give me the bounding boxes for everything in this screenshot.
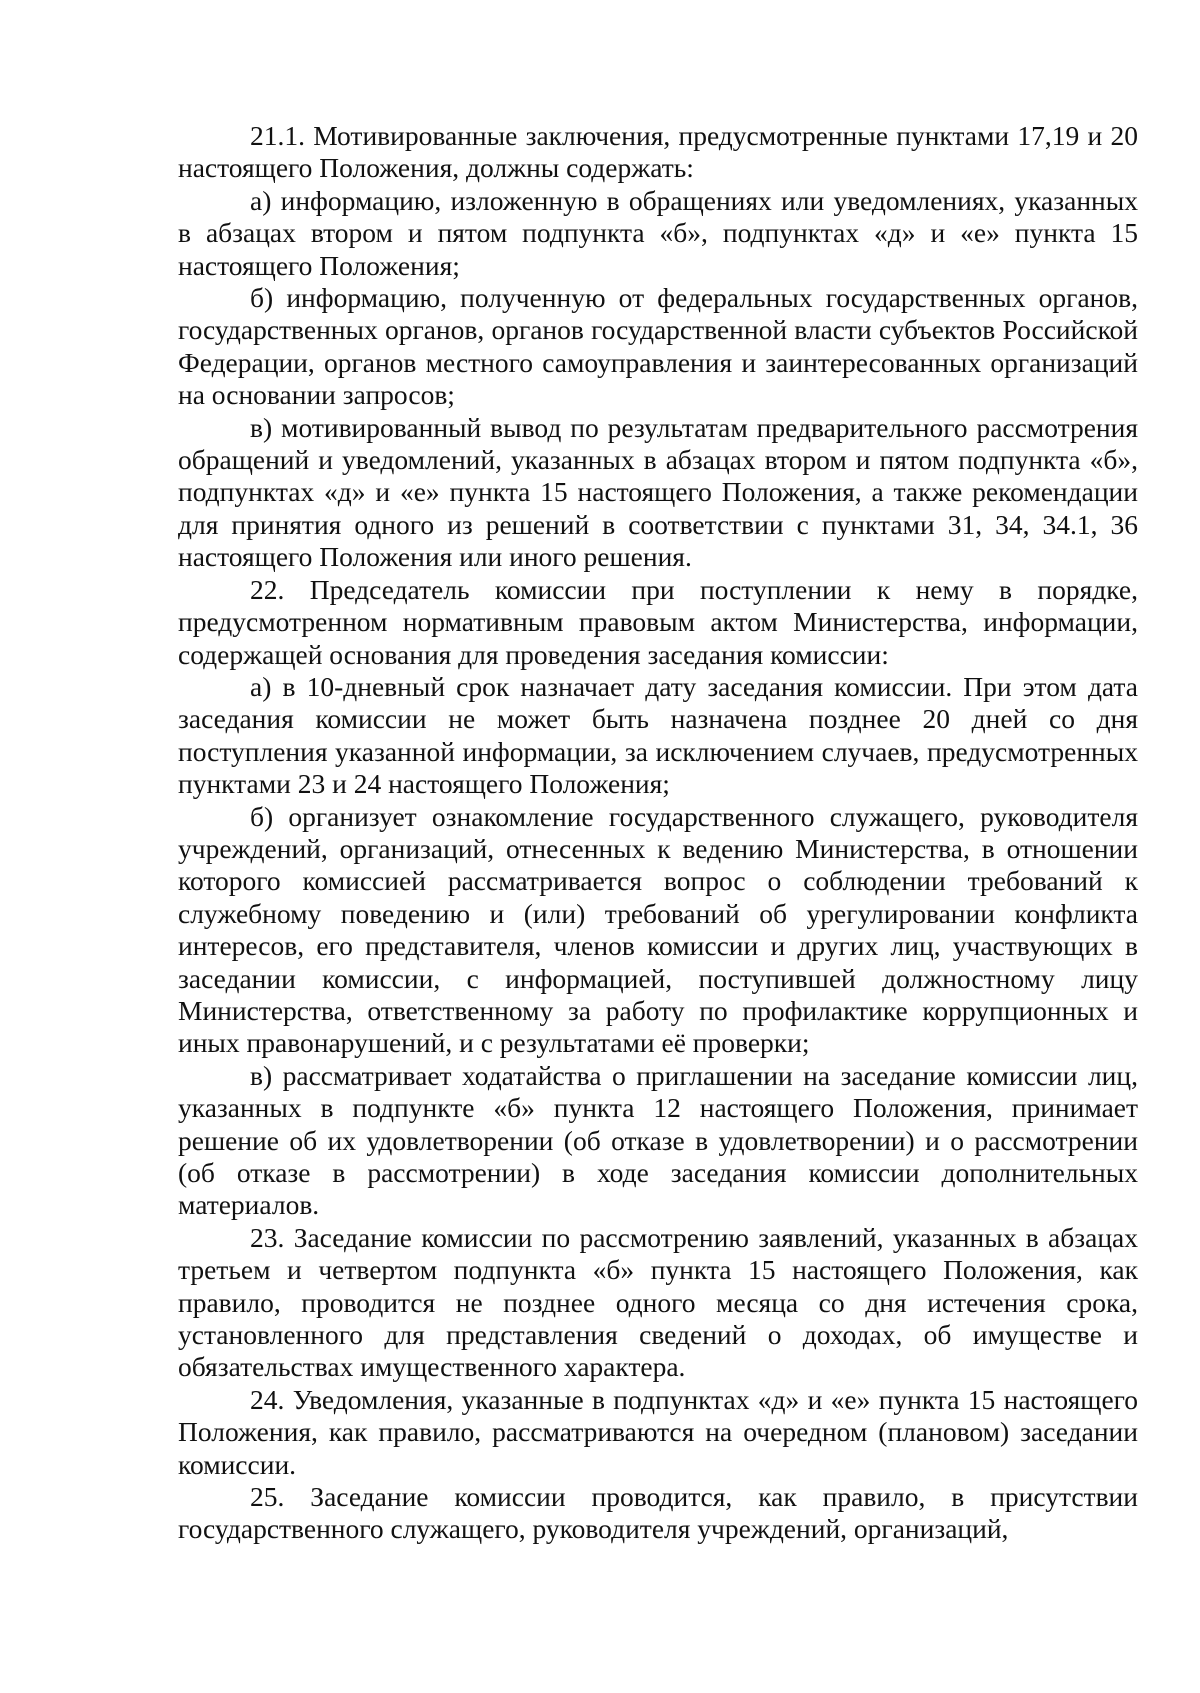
document-page bbox=[178, 120, 1138, 1546]
paragraph-21-1: 21.1. Мотивированные заключения, предусмотренные пунктами 17,19 и 20 настоящего Положения, должны содержать: bbox=[178, 120, 1138, 184]
paragraph-22-b: б) организует ознакомление государственного служащего, руководителя учреждений, организаций, отнесенных к ведению Министерства, в отношении которого комиссией рассматривается вопрос о соблюдении требований к служебному поведению и (или) требований об урегулировании конфликта интересов, его представителя, членов комиссии и других лиц, участвующих в заседании комиссии, с информацией, поступившей должностному лицу Министерства, ответственному за работу по профилактике коррупционных и иных правонарушений, и с результатами её проверки; bbox=[178, 800, 1138, 1059]
paragraph-22-a: а) в 10-дневный срок назначает дату заседания комиссии. При этом дата заседания комиссии не может быть назначена позднее 20 дней со дня поступления указанной информации, за исключением случаев, предусмотренных пунктами 23 и 24 настоящего Положения; bbox=[178, 670, 1138, 800]
paragraph-21-1-v: в) мотивированный вывод по результатам предварительного рассмотрения обращений и уведомлений, указанных в абзацах втором и пятом подпункта «б», подпунктах «д» и «е» пункта 15 настоящего Положения, а также рекомендации для принятия одного из решений в соответствии с пунктами 31, 34, 34.1, 36 настоящего Положения или иного решения. bbox=[178, 411, 1138, 573]
paragraph-22-v: в) рассматривает ходатайства о приглашении на заседание комиссии лиц, указанных в подпункте «б» пункта 12 настоящего Положения, принимает решение об их удовлетворении (об отказе в удовлетворении) и о рассмотрении (об отказе в рассмотрении) в ходе заседания комиссии дополнительных материалов. bbox=[178, 1059, 1138, 1221]
paragraph-24: 24. Уведомления, указанные в подпунктах «д» и «е» пункта 15 настоящего Положения, как правило, рассматриваются на очередном (плановом) заседании комиссии. bbox=[178, 1383, 1138, 1480]
paragraph-21-1-a: а) информацию, изложенную в обращениях или уведомлениях, указанных в абзацах втором и пятом подпункта «б», подпунктах «д» и «е» пункта 15 настоящего Положения; bbox=[178, 184, 1138, 281]
paragraph-22: 22. Председатель комиссии при поступлении к нему в порядке, предусмотренном нормативным правовым актом Министерства, информации, содержащей основания для проведения заседания комиссии: bbox=[178, 573, 1138, 670]
paragraph-25: 25. Заседание комиссии проводится, как правило, в присутствии государственного служащего, руководителя учреждений, организаций, bbox=[178, 1481, 1138, 1545]
paragraph-21-1-b: б) информацию, полученную от федеральных государственных органов, государственных органов, органов государственной власти субъектов Российской Федерации, органов местного самоуправления и заинтересованных организаций на основании запросов; bbox=[178, 282, 1138, 411]
paragraph-23: 23. Заседание комиссии по рассмотрению заявлений, указанных в абзацах третьем и четвертом подпункта «б» пункта 15 настоящего Положения, как правило, проводится не позднее одного месяца со дня истечения срока, установленного для представления сведений о доходах, об имуществе и обязательствах имущественного характера. bbox=[178, 1221, 1138, 1383]
